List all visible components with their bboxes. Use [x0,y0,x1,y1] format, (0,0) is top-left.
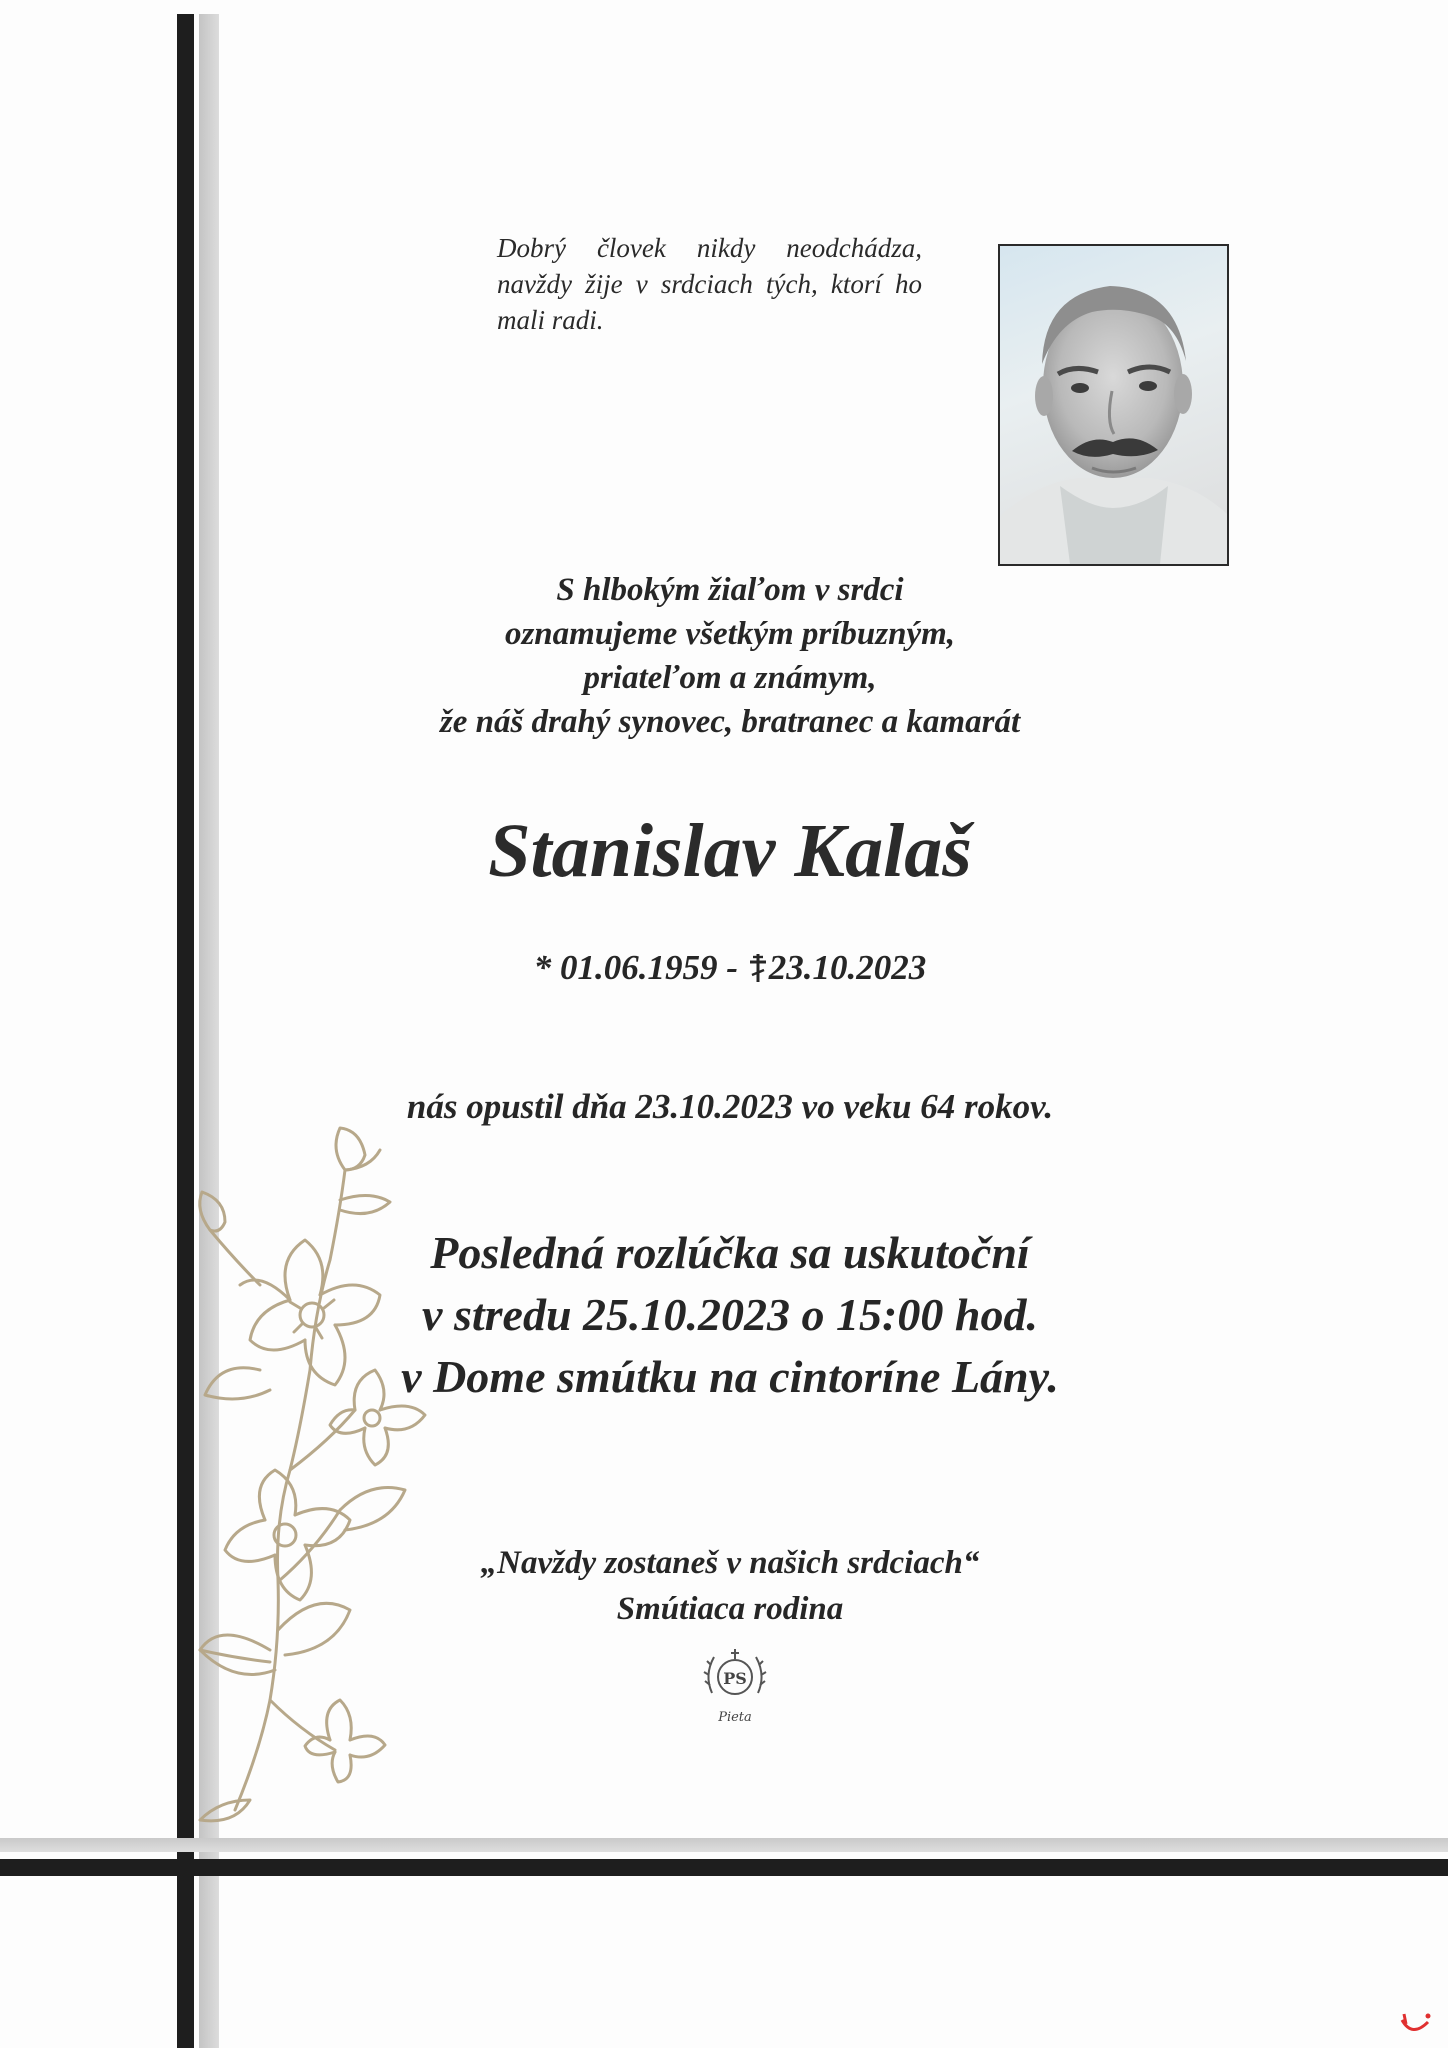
funeral-line: v stredu 25.10.2023 o 15:00 hod. [422,1289,1038,1340]
funeral-line: v Dome smútku na cintoríne Lány. [401,1351,1059,1402]
logo-caption: Pieta [718,1710,752,1725]
frame-horizontal-dark-line [0,1859,1448,1876]
orthodox-cross-icon [747,953,769,983]
frame-horizontal-gray-line [0,1838,1448,1852]
birth-date: * 01.06.1959 - [533,948,738,987]
closing-quote: „Navždy zostaneš v našich srdciach“ [480,1545,980,1581]
closing-signature: Smútiaca rodina [616,1591,844,1627]
pieta-logo [700,1645,770,1731]
floral-branch-decoration [140,1110,460,1830]
deceased-name: Stanislav Kalaš [488,809,972,893]
corner-mark-icon [1398,2010,1438,2040]
death-notice-line: nás opustil dňa 23.10.2023 vo veku 64 rokov. [406,1087,1054,1126]
announcement-line: že náš drahý synovec, bratranec a kamarát [439,704,1021,740]
funeral-line: Posledná rozlúčka sa uskutoční [430,1227,1030,1278]
logo-monogram: PS [723,1669,747,1688]
death-date: 23.10.2023 [768,948,927,987]
announcement-line: S hlbokým žiaľom v srdci [556,572,904,608]
epigraph-text: Dobrý človek nikdy neodchádza, navždy žije v srdciach tých, ktorí ho mali radi. [497,233,922,335]
announcement-block [330,568,1130,744]
announcement-line: priateľom a známym, [583,660,877,696]
announcement-line: oznamujeme všetkým príbuzným, [504,616,956,652]
life-dates [330,946,1130,990]
portrait-photo [998,244,1229,566]
portrait-illustration [1000,246,1227,564]
